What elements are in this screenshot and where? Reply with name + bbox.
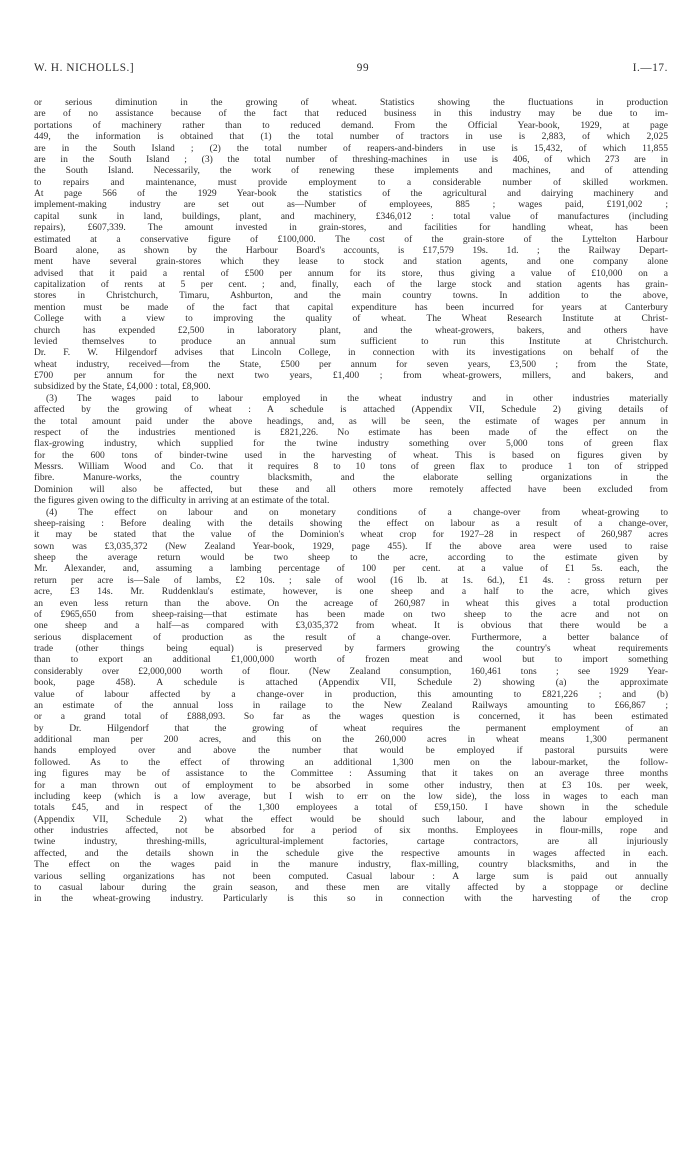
text-line: Board alone, as shown by the Harbour Board's accounts, is £17,579 19s. 1d. ; the Railway Depart-: [34, 244, 668, 256]
text-line: Messrs. William Wood and Co. that it requires 8 to 10 tons of green flax to produce 1 ton of stripped: [34, 461, 668, 472]
text-line: one sheep and a half—as compared with £3,035,372 from wheat. It is obvious that there would be a: [34, 620, 668, 632]
text-line: an even less return than the above. On the acreage of 260,987 in wheat this gives a total production: [34, 597, 668, 609]
text-line: sheep-raising : Before dealing with the details showing the effect on labour as a result of a change-over,: [34, 517, 668, 529]
text-line: wheat industry, received—from the State, £500 per annum for seven years, £3,500 ; from the State,: [34, 358, 668, 370]
text-line: of £965,650 from sheep-raising—that estimate has been made on two sheep to the acre and not on: [34, 608, 668, 620]
text-line: or serious diminution in the growing of wheat. Statistics showing the fluctuations in production: [34, 97, 668, 108]
text-line: twine industry, threshing-mills, agricultural-implement factories, cartage contractors, are all injuriously: [34, 836, 668, 848]
text-line: implement-making industry are set out as—Number of employees, 885 ; wages paid, £191,002 ;: [34, 199, 668, 211]
text-line: hands employed over and above the number that would be employed if pastoral pursuits were: [34, 745, 668, 757]
text-line: mention must be made of the fact that capital expenditure has been incurred for years at Canterbury: [34, 301, 668, 313]
text-line: flax-growing industry, which supplied for the twine industry something over 5,000 tons of green flax: [34, 438, 668, 450]
text-line: than to export an additional £1,000,000 worth of frozen meat and wool but to import something: [34, 654, 668, 666]
text-line: the figures given owing to the difficulty in arriving at an estimate of the total.: [34, 495, 330, 507]
page-number: 99: [356, 62, 370, 74]
text-line: considerably over £2,000,000 worth of flour. (New Zealand consumption, 160,461 tons ; see 1929 Year-: [34, 665, 668, 677]
text-line: repairs), £607,339. The amount invested in grain-stores, and facilities for handling wheat, has been: [34, 222, 668, 234]
text-line: sown was £3,035,372 (New Zealand Year-book, 1929, page 455). If the above area were used to raise: [34, 540, 668, 552]
text-line: affected, and the details shown in the schedule give the respective amounts in wages affected in each.: [34, 847, 668, 859]
text-line: book, page 458). A schedule is attached (Appendix VII, Schedule 2) showing (a) the approximate: [34, 677, 668, 689]
text-line: it may be stated that the value of the Dominion's wheat crop for 1927–28 in respect of 260,987 acres: [34, 529, 668, 541]
body-text: [34, 97, 668, 905]
text-line: followed. As to the effect of throwing an additional 1,300 men on the labour-market, the follow-: [34, 756, 668, 768]
text-line: other industries affected, not be absorbed for a period of six months. Employees in flour-mills, rope and: [34, 825, 668, 836]
text-line: are in the South Island ; (2) the total number of reapers-and-binders in use is 15,432, of which 11,855: [34, 142, 668, 154]
document-reference: I.—17.: [632, 62, 668, 74]
text-line: additional man per 200 acres, and this on the 260,000 acres in wheat means 1,300 permanent: [34, 734, 668, 745]
text-line: church has expended £2,500 in laboratory plant, and the wheat-growers, bakers, and others have: [34, 324, 668, 336]
text-line: value of labour affected by a change-over in production, this amounting to £821,226 ; and (b): [34, 688, 668, 700]
text-line: by Dr. Hilgendorf that the growing of wheat requires the permanent employment of an: [34, 722, 668, 734]
text-line: affected by the growing of wheat : A schedule is attached (Appendix VII, Schedule 2) giving details of: [34, 404, 668, 416]
text-line: are in the South Island ; (3) the total number of threshing-machines in use is 406, of which 273 are in: [34, 153, 668, 165]
text-line: subsidized by the State, £4,000 : total, £8,900.: [34, 381, 211, 393]
text-line: (Appendix VII, Schedule 2) what the effect would be should such labour, and the labour employed in: [34, 813, 668, 825]
text-line: levied themselves to produce an annual sum sufficient to run this Institute at Christchurch.: [34, 335, 668, 347]
text-line: the total amount paid under the above headings, and, as will be seen, the estimate of wages per annum in: [34, 415, 668, 427]
running-head-author: W. H. NICHOLLS.]: [34, 62, 135, 74]
text-line: serious displacement of production as the result of a change-over. Furthermore, a better balance of: [34, 631, 668, 643]
text-line: various selling organizations has not been computed. Casual labour : A large sum is paid out annually: [34, 870, 668, 882]
text-line: capitalization of rents at 5 per cent. ; and, finally, each of the large stock and station agents has grain-: [34, 279, 668, 290]
text-line: At page 566 of the 1929 Year-book the statistics of the agricultural and dairying machinery and: [34, 188, 668, 199]
text-line: portations of machinery rather than to reduced demand. From the Official Year-book, 1929, at page: [34, 119, 668, 131]
text-line: College with a view to improving the quality of wheat. The Wheat Research Institute at Christ-: [34, 313, 668, 325]
text-line: for the 600 tons of binder-twine used in the harvesting of wheat. This is based on figures given by: [34, 449, 668, 461]
text-line: are of no assistance because of the fact that reduced business in this industry may be due to im-: [34, 108, 668, 120]
text-line: 449, the information is obtained that (1) the total number of tractors in use is 2,883, of which 2,025: [34, 131, 668, 143]
text-line: £700 per annum for the next two years, £1,400 ; from wheat-growers, millers, and bakers, and: [34, 370, 668, 381]
text-line: an estimate of the annual loss in railage to the New Zealand Railways amounting to £66,867 ;: [34, 699, 668, 711]
text-line: (3) The wages paid to labour employed in the wheat industry and in other industries materially: [46, 392, 668, 404]
text-line: the South Island. Necessarily, the work of renewing these implements and machines, and of attending: [34, 165, 668, 177]
text-line: (4) The effect on labour and on monetary conditions of a change-over from wheat-growing to: [46, 506, 668, 518]
text-line: advised that it paid a rental of £500 per annum for its store, thus giving a value of £10,000 on a: [34, 267, 668, 279]
text-line: sheep the average return would be two sheep to the acre, according to the estimate given by: [34, 552, 668, 563]
text-line: trade (other things being equal) is preserved by farmers growing the country's wheat requirements: [34, 643, 668, 654]
text-line: Dr. F. W. Hilgendorf advises that Lincoln College, in connection with its investigations on behalf of the: [34, 347, 668, 359]
text-line: acre, £3 14s. Mr. Ruddenklau's estimate, however, is one sheep and a half to the acre, which gives: [34, 586, 668, 598]
text-line: capital sunk in land, buildings, plant, and machinery, £346,012 : total value of manufactures (including: [34, 210, 668, 222]
text-line: to repairs and maintenance, must provide employment to a considerable number of skilled workmen.: [34, 176, 668, 188]
text-line: fibre. Manure-works, the country blacksmith, and the elaborate selling organizations in the: [34, 472, 668, 484]
text-line: or a grand total of £888,093. So far as the wages question is concerned, it has been estimated: [34, 711, 668, 723]
text-line: respect of the industries mentioned is £821,226. No estimate has been made of the effect on the: [34, 426, 668, 438]
text-line: return per acre is—Sale of lambs, £2 10s. ; sale of wool (16 lb. at 1s. 6d.), £1 4s. : gross return per: [34, 574, 668, 586]
text-line: estimated at a conservative figure of £100,000. The cost of the grain-store of the Lyttelton Harbour: [34, 233, 668, 245]
text-line: ing figures may be of assistance to the Committee : Assuming that it takes on an average three months: [34, 768, 668, 780]
text-line: Mr. Alexander, and, assuming a lambing percentage of 100 per cent. at a value of £1 5s. each, the: [34, 563, 668, 575]
text-line: for a man thrown out of employment to be absorbed in some other industry, then at £3 10s. per week,: [34, 779, 668, 791]
text-line: The effect on the wages paid in the manure industry, flax-milling, country blacksmiths, and in the: [34, 859, 668, 871]
text-line: totals £45, and in respect of the 1,300 employees a total of £59,150. I have shown in the schedule: [34, 802, 668, 814]
text-line: including keep (which is a low average, but I wish to err on the low side), the loss in wages to each man: [34, 790, 668, 802]
text-line: stores in Christchurch, Timaru, Ashburton, and the main country towns. In addition to the above,: [34, 290, 668, 302]
text-line: to casual labour during the grain season, and these men are vitally affected by a stoppage or decline: [34, 881, 668, 893]
text-line: Dominion will also be affected, but these and all others more remotely affected have been excluded from: [34, 483, 668, 495]
text-line: in the wheat-growing industry. Particularly is this so in connection with the harvesting of the crop: [34, 893, 668, 905]
page-header: [34, 62, 668, 78]
text-line: ment have several grain-stores which they lease to stock and station agents, and one company alone: [34, 256, 668, 268]
